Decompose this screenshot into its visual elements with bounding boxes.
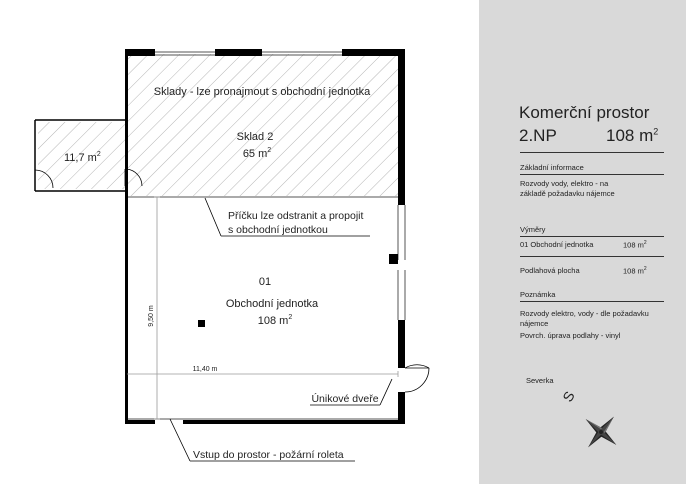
panel-title: Komerční prostor	[519, 103, 650, 122]
storage-note: Sklady - lze pronajmout s obchodní jednotka	[153, 86, 371, 98]
areas-heading: Výměry	[520, 225, 664, 237]
side-room-area: 11,7 $m^2$	[64, 151, 101, 164]
note-line1: Rozvody elektro, vody - dle požadavku	[520, 309, 649, 318]
basic-info-line2: základě požadavku nájemce	[520, 189, 615, 198]
areas-row-divider	[520, 256, 664, 257]
wall-note-line2: s obchodní jednotkou	[228, 224, 328, 236]
unit-number: 01	[258, 276, 272, 288]
north-label: Severka	[526, 376, 554, 385]
exit-door-label: Únikové dveře	[311, 393, 379, 405]
compass-icon	[554, 385, 634, 465]
storage2-area: 65 $m^2$	[242, 147, 272, 160]
areas-row2-label: Podlahová plocha	[520, 266, 580, 275]
doors	[35, 169, 429, 392]
wall-note-line1: Příčku lze odstranit a propojit	[228, 210, 364, 222]
unit-area: 108 $m^2$	[257, 314, 293, 327]
note-heading: Poznámka	[520, 290, 664, 302]
north-letter: S	[559, 388, 578, 405]
areas-row1-label: 01 Obchodní jednotka	[520, 240, 594, 249]
entrance-label: Vstup do prostor - požární roleta	[193, 449, 344, 461]
title-divider	[520, 152, 664, 153]
dimension-height: 9,50 m	[148, 305, 155, 327]
unit-name: Obchodní jednotka	[225, 298, 319, 310]
note-line3: Povrch. úprava podlahy - vinyl	[520, 331, 621, 340]
basic-info-heading: Základní informace	[520, 163, 664, 175]
basic-info-line1: Rozvody vody, elektro - na	[520, 179, 609, 188]
storage2-name: Sklad 2	[236, 131, 274, 143]
storage-hatch	[128, 54, 401, 196]
dimension-width: 11,40 m	[192, 366, 218, 373]
panel-area: 108 $m^2$	[606, 126, 659, 145]
floor-label: 2.NP	[519, 126, 557, 145]
info-panel	[479, 0, 686, 484]
areas-row2-value: 108 $m^2$	[623, 266, 647, 276]
note-line2: nájemce	[520, 319, 549, 328]
areas-row1-value: 108 $m^2$	[623, 240, 647, 250]
